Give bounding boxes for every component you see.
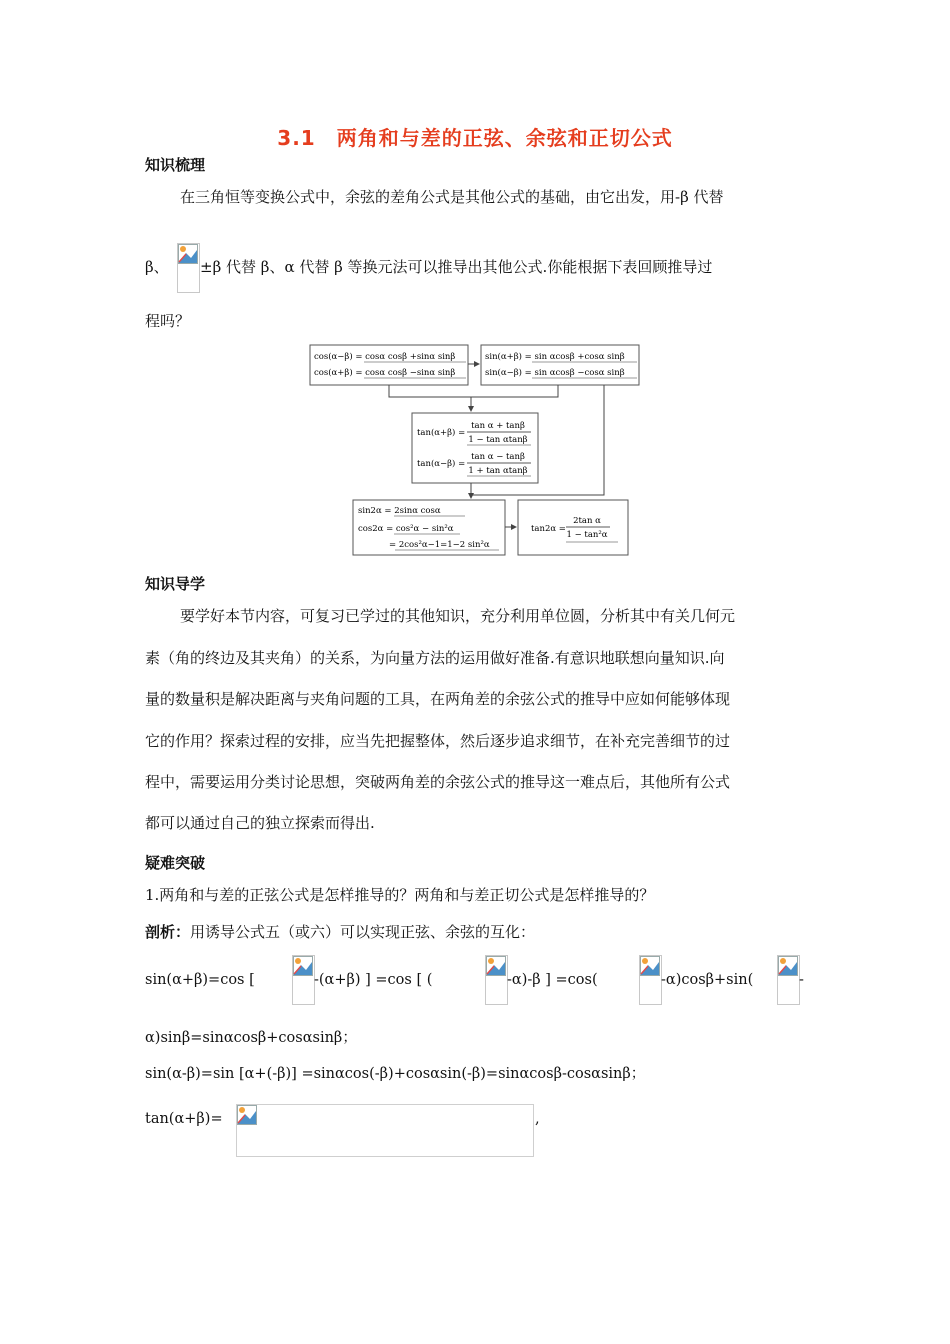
- guide-line-2: 素（角的终边及其夹角）的关系，为向量方法的运用做好准备.有意识地联想向量知识.向: [145, 649, 725, 667]
- question-1: 1.两角和与差的正弦公式是怎样推导的？两角和与差正切公式是怎样推导的？: [145, 886, 655, 904]
- eq2-line: sin(α-β)=sin [α+(-β)] =sinαcos(-β)+cosαsin(-β)=sinαcosβ-cosαsinβ；: [145, 1066, 646, 1082]
- image-icon: [486, 956, 506, 976]
- eq1-part-c: -α)-β ] =cos(: [507, 972, 598, 988]
- guide-line-1: 要学好本节内容，可复习已学过的其他知识，充分利用单位圆，分析其中有关几何元: [180, 607, 736, 625]
- image-icon: [293, 956, 313, 976]
- analysis-line: [145, 925, 535, 940]
- box5-lhs: tan2α =: [531, 524, 566, 534]
- broken-image-placeholder: [292, 955, 315, 1005]
- analysis-label: 剖析：: [145, 923, 191, 941]
- guide-line-3: 量的数量积是解决距离与夹角问题的工具，在两角差的余弦公式的推导中应如何能够体现: [145, 690, 731, 708]
- box2-line1: sin(α+β) = sin αcosβ +cosα sinβ: [485, 352, 625, 362]
- box3-line2-den: 1 + tan αtanβ: [468, 466, 528, 476]
- box3-line1-lhs: tan(α+β) =: [417, 428, 466, 438]
- broken-image-placeholder: [777, 955, 800, 1005]
- formula-image-placeholder: [236, 1104, 534, 1157]
- image-icon: [237, 1105, 257, 1125]
- analysis-text: 用诱导公式五（或六）可以实现正弦、余弦的互化：: [190, 923, 536, 941]
- formula-flow-diagram: [300, 335, 650, 565]
- box4-line2: cos2α = cos²α − sin²α: [358, 524, 454, 534]
- box4-line1: sin2α = 2sinα cosα: [358, 506, 441, 516]
- section-heading-review: 知识梳理: [145, 156, 206, 174]
- guide-line-5: 程中，需要运用分类讨论思想，突破两角差的余弦公式的推导这一难点后，其他所有公式: [145, 773, 731, 791]
- guide-line-6: 都可以通过自己的独立探索而得出.: [145, 814, 375, 832]
- box1-line1: cos(α−β) = cosα cosβ +sinα sinβ: [314, 352, 456, 362]
- section-heading-difficult: 疑难突破: [145, 854, 206, 872]
- box-cos-sum-diff: [310, 345, 468, 385]
- eq1-line-2: α)sinβ=sinαcosβ+cosαsinβ；: [145, 1030, 357, 1046]
- image-icon: [778, 956, 798, 976]
- review-line-1: 在三角恒等变换公式中，余弦的差角公式是其他公式的基础，由它出发，用-β 代替: [180, 188, 724, 206]
- box3-line1-den: 1 − tan αtanβ: [468, 435, 528, 445]
- image-icon: [640, 956, 660, 976]
- review-line-2b: ±β 代替 β、α 代替 β 等换元法可以推导出其他公式.你能根据下表回顾推导过: [200, 258, 713, 276]
- box5-num: 2tan α: [573, 516, 601, 526]
- box-sin-sum-diff: [481, 345, 639, 385]
- box3-line1-num: tan α + tanβ: [471, 421, 525, 431]
- image-icon: [178, 244, 198, 264]
- eq1-part-d: -α)cosβ+sin(: [661, 972, 754, 988]
- eq3-tail: ,: [535, 1111, 540, 1127]
- review-line-2a: β、: [145, 258, 169, 276]
- box2-line2: sin(α−β) = sin αcosβ −cosα sinβ: [485, 368, 625, 378]
- eq1-part-a: sin(α+β)=cos [: [145, 972, 255, 988]
- box3-line2-num: tan α − tanβ: [471, 452, 525, 462]
- eq1-part-b: -(α+β) ] =cos [ (: [314, 972, 433, 988]
- broken-image-placeholder: [177, 243, 200, 293]
- box5-den: 1 − tan²α: [566, 530, 608, 540]
- guide-line-4: 它的作用？探索过程的安排，应当先把握整体，然后逐步追求细节，在补充完善细节的过: [145, 732, 731, 750]
- section-heading-guide: 知识导学: [145, 575, 206, 593]
- broken-image-placeholder: [639, 955, 662, 1005]
- page-title: 3.1 两角和与差的正弦、余弦和正切公式: [277, 126, 673, 150]
- eq1-part-e: -: [799, 972, 804, 988]
- box3-line2-lhs: tan(α−β) =: [417, 459, 466, 469]
- box1-line2: cos(α+β) = cosα cosβ −sinα sinβ: [314, 368, 456, 378]
- broken-image-placeholder: [485, 955, 508, 1005]
- eq3-lhs: tan(α+β)=: [145, 1111, 223, 1127]
- box4-line3: = 2cos²α−1=1−2 sin²α: [389, 540, 490, 550]
- review-line-3: 程吗？: [145, 312, 191, 330]
